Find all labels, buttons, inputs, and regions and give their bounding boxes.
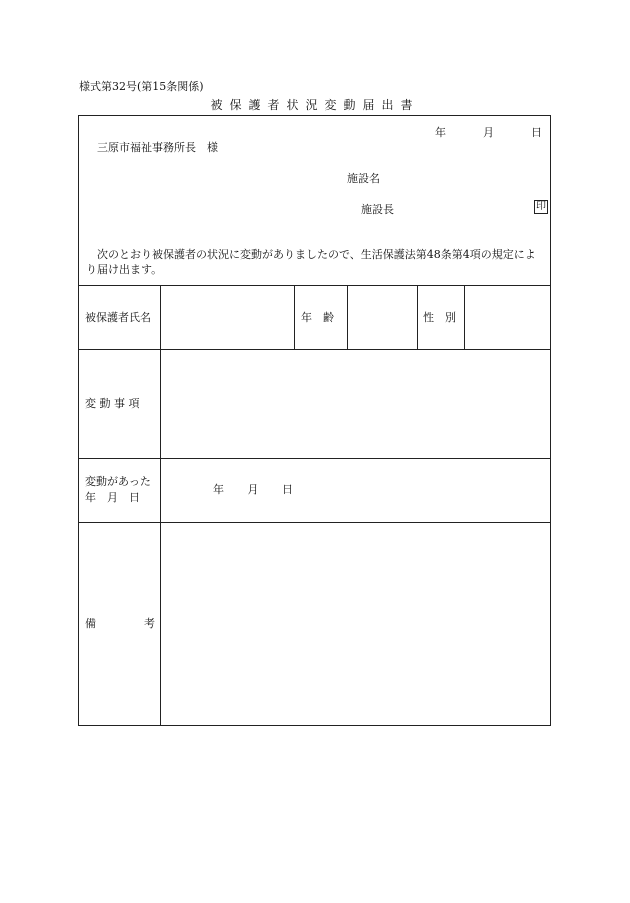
sex-label: 性 別 (423, 311, 456, 324)
form-title: 被保護者状況変動届出書 (210, 98, 420, 112)
age-left-rule (294, 285, 295, 349)
age-label: 年 齢 (301, 311, 334, 324)
change-date-value (213, 484, 293, 495)
remarks-label-left: 備 (85, 617, 96, 630)
name-label: 被保護者氏名 (85, 311, 151, 324)
change-date-day: 日 (282, 483, 293, 496)
form-id: 様式第32号(第15条関係) (79, 80, 204, 93)
change-date-label-line1: 変動があった (85, 475, 151, 488)
change-date-year: 年 (213, 483, 224, 496)
sex-left-rule (417, 285, 418, 349)
facility-name-label: 施設名 (347, 172, 380, 185)
date-day: 日 (531, 126, 542, 139)
change-items-label: 変 動 事 項 (85, 397, 140, 410)
date-year: 年 (435, 126, 446, 139)
facility-head-label: 施設長 (361, 203, 394, 216)
name-field[interactable] (161, 286, 293, 348)
notice-text: 次のとおり被保護者の状況に変動がありましたので、生活保護法第48条第4項の規定により届け出ます。 (86, 248, 536, 276)
date-month: 月 (483, 126, 494, 139)
row-rule-2 (79, 458, 550, 459)
change-items-field[interactable] (161, 350, 549, 457)
remarks-field[interactable] (161, 523, 549, 725)
change-date-month: 月 (247, 483, 259, 496)
date-line (435, 127, 542, 138)
age-field[interactable] (348, 286, 416, 348)
addressee: 三原市福祉事務所長 様 (97, 141, 218, 154)
change-date-label-line2: 年 月 日 (85, 491, 140, 504)
sex-field[interactable] (465, 286, 549, 348)
form-frame (78, 115, 551, 726)
seal-mark: 印 (536, 201, 546, 212)
remarks-label (85, 618, 155, 629)
remarks-label-right: 考 (144, 617, 155, 630)
